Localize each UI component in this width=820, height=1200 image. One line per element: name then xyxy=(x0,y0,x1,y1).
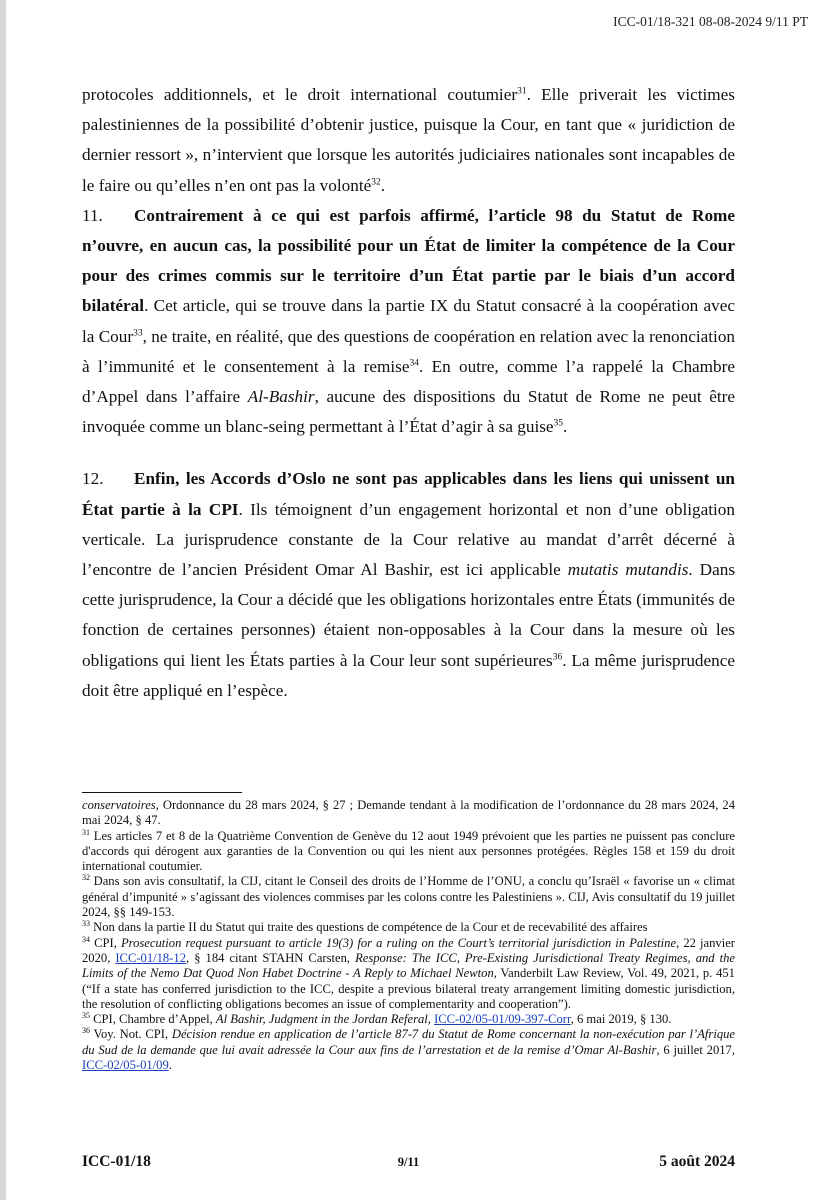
footnote-number: 31 xyxy=(82,827,90,837)
footnote-number: 32 xyxy=(82,873,90,883)
text-run: , Vanderbilt Law Review, Vol. 49, 2021, p. 451 (“If a state has conferred jurisdiction to the ICC, despite a previous bilateral treaty arrangement limiting domestic jurisdiction, the resolution of conflicting obligations becomes an issue of complementarity and cooperation”). xyxy=(82,966,735,1011)
paragraph-12 xyxy=(82,464,735,706)
document-link-icc-01-18-12[interactable]: ICC-01/18-12 xyxy=(115,950,187,965)
page-edge-shadow xyxy=(0,0,6,1200)
footnote-ref-35[interactable]: 35 xyxy=(553,418,564,429)
footnote-35 xyxy=(82,1012,735,1027)
page-footer xyxy=(82,1153,735,1177)
footnote-ref-36[interactable]: 36 xyxy=(552,651,563,662)
italic-run: Décision rendue en application de l’article 87-7 du Statut de Rome concernant la non-exécution par l’Afrique du Sud de la demande que lui avait adressée la Cour aux fins de l’arrestation et de la remise d’Omar Al-Bashir xyxy=(82,1027,736,1057)
text-run: . Elle priverait les victimes palestiniennes de la possibilité d’obtenir justice, puisque la Cour, en tant que « juridiction de dernier ressort », n’intervient que lorsque les autorités judiciaires nationales sont incapables de le faire ou qu’elles n’en ont pas la volonté xyxy=(82,85,735,195)
italic-run: Al Bashir, Judgment in the Jordan Referal xyxy=(215,1012,428,1027)
paragraph-10-continuation xyxy=(82,80,735,201)
bold-statement: Enfin, les Accords d’Oslo ne sont pas applicables dans les liens qui unissent un État partie à la CPI xyxy=(82,469,735,519)
footnote-ref-32[interactable]: 32 xyxy=(371,176,381,187)
paragraph-number: 11. xyxy=(82,205,103,225)
text-run: Voy. Not. CPI, xyxy=(90,1027,172,1042)
document-stamp: ICC-01/18-321 08-08-2024 9/11 PT xyxy=(613,14,808,29)
text-run: . xyxy=(380,175,386,195)
text-run: . xyxy=(168,1058,172,1073)
paragraph-number: 12. xyxy=(82,469,104,489)
main-text xyxy=(82,80,735,706)
italic-run: Response: The ICC, Pre-Existing Jurisdictional Treaty Regimes, and the Limits of the Nemo Dat Quod Non Habet Doctrine - A Reply to Michael Newton xyxy=(82,950,735,981)
footnote-number: 35 xyxy=(82,1010,90,1020)
text-run: . Ils témoignent d’un engagement horizontal et non d’une obligation verticale. La jurisprudence constante de la Cour relative au mandat d’arrêt décerné à l’encontre de l’ancien Président Omar Al Bashir, est ici applicable xyxy=(82,499,735,580)
text-run: Dans son avis consultatif, la CIJ, citant le Conseil des droits de l’Homme de l’ONU, a conclu qu’Israël « favorise un « climat général d’impunité » s’agissant des violences commises par les colons contre les Palestiniens ». CIJ, Avis consultatif du 19 juillet 2024, §§ 149-153. xyxy=(82,874,735,920)
text-run: . En outre, comme l’a rappelé la Chambre d’Appel dans l’affaire xyxy=(82,356,735,407)
case-name: Al-Bashir xyxy=(247,387,315,407)
footnote-31 xyxy=(82,829,735,875)
text-run: CPI, Chambre d’Appel, xyxy=(90,1012,216,1027)
footnote-ref-33[interactable]: 33 xyxy=(133,327,143,338)
text-run: , 6 mai 2019, § 130. xyxy=(570,1012,672,1027)
italic-run: Prosecution request pursuant to article 19(3) for a ruling on the Court’s territorial jurisdiction in Palestine xyxy=(120,935,677,950)
footnote-number: 33 xyxy=(82,919,90,929)
text-run: , ne traite, en réalité, que des questions de coopération en relation avec la renonciation à l’immunité et le consentement à la remise xyxy=(82,326,736,376)
paragraph-11 xyxy=(82,201,735,443)
footnote-33 xyxy=(82,920,735,935)
footnote-32 xyxy=(82,874,735,920)
text-run: , xyxy=(427,1012,435,1027)
footnote-36 xyxy=(82,1027,735,1073)
text-run: Non dans la partie II du Statut qui traite des questions de compétence de la Cour et de recevabilité des affaires xyxy=(90,920,648,935)
text-run: , aucune des dispositions du Statut de Rome ne peut être invoquée comme un blanc-seing permettant à l’État d’agir à sa guise xyxy=(82,387,735,437)
footnotes xyxy=(82,792,735,1073)
text-run: , 22 janvier 2020, xyxy=(82,935,736,965)
text-run: protocoles additionnels, et le droit international coutumier xyxy=(82,85,518,104)
text-run: , Ordonnance du 28 mars 2024, § 27 ; Demande tendant à la modification de l’ordonnance du 28 mars 2024, 24 mai 2024, § 47. xyxy=(82,798,735,828)
document-link-icc-02-05-01-09[interactable]: ICC-02/05-01/09 xyxy=(82,1058,169,1073)
italic-run: conservatoires xyxy=(82,798,156,812)
footnote-number: 36 xyxy=(82,1026,90,1036)
footnote-continuation xyxy=(82,798,735,829)
document-link-icc-02-05-01-09-397-corr[interactable]: ICC-02/05-01/09-397-Corr xyxy=(434,1012,571,1027)
text-run: , 6 juillet 2017, xyxy=(656,1042,736,1057)
case-number: ICC-01/18 xyxy=(82,1153,151,1170)
footnote-separator xyxy=(82,792,242,793)
text-run: . Dans cette jurisprudence, la Cour a décidé que les obligations horizontales entre États (immunités de fonction de certaines personnes) étaient non-opposables à la Cour dans la mesure où les obligations qui lient les États parties à la Cour leur sont supérieures xyxy=(82,560,736,670)
text-run: . Cet article, qui se trouve dans la partie IX du Statut consacré à la coopération avec la Cour xyxy=(82,296,735,346)
text-run: . xyxy=(563,417,568,437)
footnote-34 xyxy=(82,936,735,1012)
footnote-ref-31[interactable]: 31 xyxy=(517,86,527,97)
latin-phrase: mutatis mutandis xyxy=(567,560,689,580)
footnote-ref-34[interactable]: 34 xyxy=(409,358,419,369)
text-run: , § 184 citant STAHN Carsten, xyxy=(186,950,356,965)
footer-date: 5 août 2024 xyxy=(659,1153,735,1170)
footnote-number: 34 xyxy=(82,934,90,944)
bold-statement: Contrairement à ce qui est parfois affirmé, l’article 98 du Statut de Rome n’ouvre, en aucun cas, la possibilité pour un État de limiter la compétence de la Cour pour des crimes commis sur le territoire d’un État partie par le biais d’un accord bilatéral xyxy=(82,205,735,316)
text-run: Les articles 7 et 8 de la Quatrième Convention de Genève du 12 aout 1949 prévoient que les parties ne puissent pas conclure d'accords qui dérogent aux garanties de la Convention ou qui les nient aux personnes protégées. Règles 158 et 159 du droit international coutumier. xyxy=(82,828,735,874)
text-run: . La même jurisprudence doit être appliqué en l’espèce. xyxy=(82,650,736,700)
text-run: CPI, xyxy=(90,935,121,950)
page-number: 9/11 xyxy=(397,1155,420,1169)
